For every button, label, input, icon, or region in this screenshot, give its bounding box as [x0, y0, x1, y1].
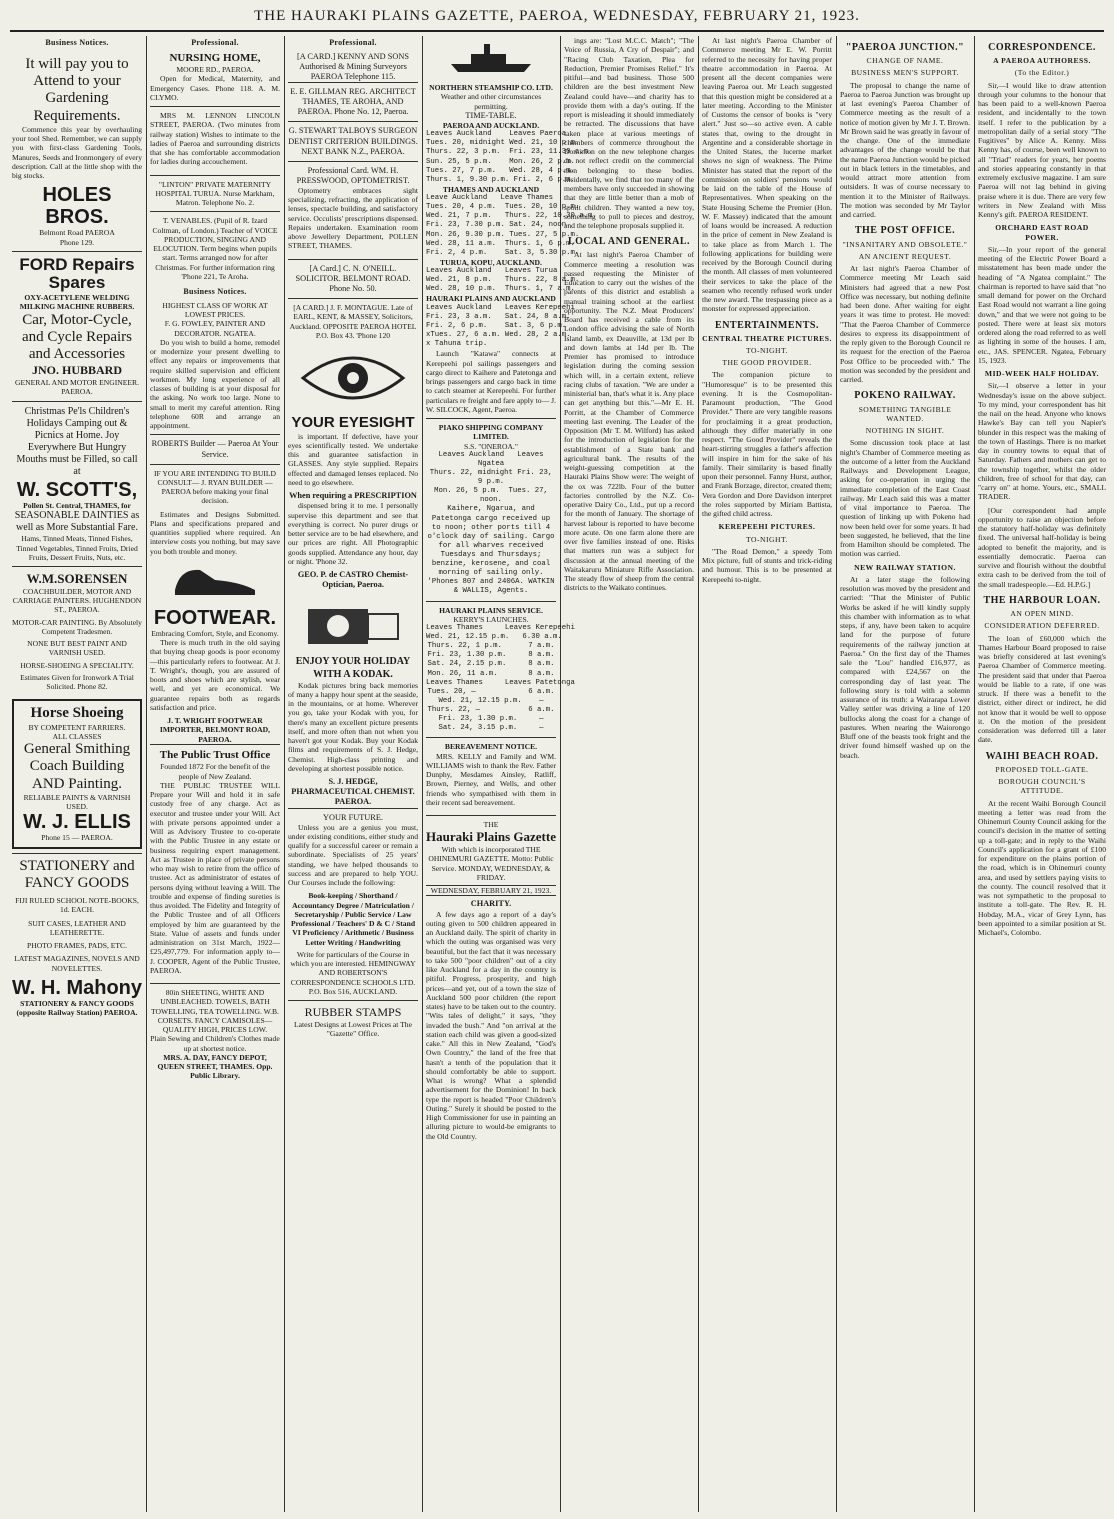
section-title: POKENO RAILWAY. [854, 390, 956, 402]
ad-line: BY COMPETENT FARRIERS. [28, 722, 126, 732]
ad-line: Hams, Tinned Meats, Tinned Fishes, Tinned Vegetables, Tinned Fruits, Dried Fruits, Dessert Fruits, Nuts, etc. [16, 534, 138, 562]
ad-text: THE PUBLIC TRUSTEE WILL Prepare your Will and hold it in safe custody free of any charge. Act as executor and trustee under your Will. Act with private persons appointed under a Will as Advisory Trustee to co-operate with the Public Trustee in any estate or business requiring expert management. Act as Trustee in place of private persons who may wish to retire from the office of trustee. Act as administrator of estates of persons dying without leaving a Will. The trouble and expense of finding sureties is thus avoided. The Fidelity and Integrity of the Public Trustee and of all Officers employed by him are guaranteed by the State. Value of assets and funds under administration on 31st March, 1922—£25,497,779. For information apply to— J. COOPER, Agent of the Public Trustee, PAEROA. [150, 780, 280, 975]
ad-headline: HAURAKI PLAINS SERVICE. [439, 605, 543, 615]
editorial-text: A few days ago a report of a day's outing given to 500 children appeared in an Auckland daily. The spirit of charity in which the outing was organised was very beautiful, but the fact that it was necessary to take 500 "poor children" out of a city like Auckland for a day in the country is pitiful. Progress, prosperity, and high prices—and yet, out of a town the size of Auckland 500 poor children (the report states) have to be taken out to the country. "Wits tales of delight," it says, "they invaded the bush." And "on arrival at the station each child was given a good-sized cake." All this in New Zealand, "God's Own Country," the land of the free that hasn't a tenth of the population that it should comfortably be able to support. What is wrong? What a splendid advertisement for the Dominion! In back type the report is headed "Poor Children's Outing." Surely it should be posted to the High Commissioner for use in painting an alluring picture to would-be emigrants to the Old Country. [426, 909, 556, 1141]
letter-text: Sir,—In your report of the general meeting of the Electric Power Board a misstatement has been made under the heading of "A Ngatea complaint." The chairman is reported to have said that "no small demand for power on the Orchard East Road would not warrant a line going down," and that we were not going to be posted. There were at least six motors ordered along the road referred to as well as lighting in some of the houses. I am, etc., JAS. SPENCER. Ngatea, February 15, 1923. [978, 244, 1106, 365]
masthead-rule [10, 30, 1104, 32]
column-divider [284, 36, 285, 1512]
ad-text: Latest Designs at Lowest Prices at The "Gazette" Office. [294, 1019, 412, 1039]
ad-headline: Horse Shoeing [30, 705, 124, 722]
section-header: Business Notices. [183, 287, 247, 297]
ad-headline: PIAKO SHIPPING COMPANY LIMITED. [438, 423, 544, 442]
section-subtitle: A PAEROA AUTHORESS. [993, 56, 1091, 66]
ad-text: Launch "Katawa" connects at Kerepeehi pol sailings passengers and cargo direct to Kaihere and Patetonga and brings passengers and cargo back in time to catch steamer at Kerepeehi. For further particulars re freight and fare apply to— J. W. SILCOCK, Agent, Paeroa. [426, 349, 556, 414]
ad-line: STATIONERY & FANCY GOODS (opposite Railway Station) PAEROA. [16, 998, 138, 1018]
section-subtitle: AN OPEN MIND. [1010, 609, 1074, 619]
ad-line: LATEST MAGAZINES, NOVELS AND NOVELETTES. [14, 954, 140, 973]
section-subtitle: SOMETHING TANGIBLE WANTED. [858, 404, 952, 423]
ad-line: HIGHEST CLASS OF WORK AT LOWEST PRICES. [162, 300, 268, 320]
ad-headline: RUBBER STAMPS [304, 1005, 402, 1020]
ad-text: T. VENABLES. (Pupil of R. Izard Coltman, of London.) Teacher of VOICE PRODUCTION, SINGING AND ELOCUTION. Term begins when pupils start. Terms arranged now for after Christmas. For further information ring 'Phone 221, Te Aroha. [152, 216, 278, 281]
column-5 [564, 36, 694, 1512]
section-header: Business Notices. [45, 38, 109, 47]
ad-text: is important. If defective, have your eyes scientifically tested. We undertake this and guarantee satisfaction in GLASSES. Any style supplied. Repairs effected and damaged lenses replaced. No need to go elsewhere. [288, 431, 418, 487]
column-3 [288, 36, 418, 1512]
ad-line: S.S. "ONEROA." [464, 441, 518, 451]
ad-brand: HOLES BROS. [42, 184, 112, 229]
ad-brand: ROBERTS Builder — Paeroa At Your Service. [151, 439, 279, 459]
gazette-subtitle: With which is incorporated THE OHINEMURI GAZETTE. Motto: Public Service. MONDAY, WEDNESDAY, & FRIDAY. [428, 845, 554, 882]
ad-list: Book-keeping / Shorthand / Accountancy Degree / Matriculation / Secretaryship / Public Service / Law Professional / Teachers' D & C / Stand VI Proficiency / Arithmetic / Business Letter Writing / Handwriting [290, 891, 416, 947]
ad-line: NONE BUT BEST PAINT AND VARNISH USED. [27, 639, 127, 658]
article-text: At last night's Paeroa Chamber of Commerce meeting Mr E. W. Porritt referred to the necessity for having proper theatre accommodation in Paeroa. At present all the decent companies were leaving Paeroa out. Mr Leach suggested that this question might be considered at a later meeting. According to the Minister of Customs the censor of books is "very alert." Just so—so active even. A cable states that, owing to the drought in Argentine and a considerable shortage in the United States, the lucerne market shows no sign of weakness. The Prime Minister has stated that the report of the commission on soldiers' pensions would be laid on the table of the House of Representatives. When speaking on the State Housing Scheme the Premier (Hon. W. F. Massey) indicated that the amount of loans would be increased. A reduction in the price of cement in New Zealand is to take place as from March 1. The following applications for building were received by the Borough Council during the month. All classes of men volunteered their services to take the place of the seamen who recently refused work under the new award. The trespassing piece as a monster for expressed appreciation. [702, 36, 832, 314]
timetable: Leave Auckland Leave Thames Tues. 20, 4 p.m. Tues. 20, 10 p.m. Wed. 21, 7 p.m. Thurs. 22, 10.30 a.m. Fri. 23, 7.30 p.m. Sat. 24, noon. Mon. 26, 9.30 p.m. Tues. 27, 5 p.m. Wed. 28, 11 a.m. Thurs. 1, 6 p.m. Fri. 2, 4 p.m. Sat. 3, 5.30 p.m. [426, 194, 597, 257]
ad-brand: W. J. ELLIS [23, 811, 131, 834]
ad-line: GENERAL AND MOTOR ENGINEER. PAEROA. [14, 378, 140, 397]
article-text: The companion picture to "Humoresque" is to be presented this evening. It is the Cosmopolitan-Paramount production, "The Good Provider." There are very tangible reasons for proclaiming it a great production, although they differ materially in one respect. "The Good Provider" reveals the heart-stirring struggles a father's affection will inspire in him for the sake of his family. Their similarity is based finally upon their personnel. Fanny Hurst, author, and Frank Borzage, director, created them; Vera Gordon and Dore Davidson interpret the roles supported by Miriam Battista, the gifted child actress. [702, 370, 832, 519]
ad-line: PAEROA AND AUCKLAND. [442, 120, 540, 130]
timetable: Leaves Auckland Leaves Turua Wed. 21, 8 p.m. Thurs. 22, 8 a.m. Wed. 28, 10 p.m. Thurs. 1, 7 a.m. [426, 267, 580, 294]
column-divider [560, 36, 561, 1512]
issue-date: WEDNESDAY, FEBRUARY 21, 1923. [426, 885, 556, 896]
ad-line: MILKING MACHINE RUBBERS. [19, 302, 135, 312]
ad-headline: Car, Motor-Cycle, and Cycle Repairs and Accessories [22, 311, 132, 363]
ad-brand: MRS. A. DAY, FANCY DEPOT, QUEEN STREET, THAMES. Opp. Public Library. [157, 1052, 273, 1081]
ad-headline: YOUR EYESIGHT [291, 414, 415, 432]
ad-address: Belmont Road PAEROA [39, 228, 115, 238]
ad-text: [A CARD.] KENNY AND SONS Authorised & Mining Surveyors PAEROA Telephone 115. [297, 51, 409, 81]
ad-text: G. STEWART TALBOYS SURGEON DENTIST CRITERION BUILDINGS. NEXT BANK N.Z., PAEROA. [288, 126, 418, 156]
article-text: At last night's Paeroa Chamber of Commerce meeting a resolution was passed requesting the Minister of Education to carry out the wishes of the parents of this district and establish a manual training school at the earliest opportunity. The N.Z. Meat Producers' Board has received a cable from its London office advising the sale of North Island lamb, ex Deauville, at 13d per lb and down lambs at 14d per lb. The Premier has promised to introduce legislation during the coming session which will, in a certain extent, relieve racing clubs of taxation. "We are under a ministerial ban, that's what it is. Any place can get anything but this."—Mr E. H. Porritt, at the Chamber of Commerce meeting last evening. The Leader of the Opposition (Mr T. M. Wilford) has asked for the introduction of legislation for the establishment of a State bank and agricultural bank. The results of the weight-guessing competition at the Hauraki Plains Show were: The weight of the ox was 722lb. Four of the butter factories controlled by the N.Z. Co-operative Dairy Co., Ltd., put up a record for the month of January. The shortage of harvest labour is reported to have become more acute. On one farm alone there are over five families instead of one. Risks that matters run was a subject for discussion at the annual meeting of the Waitakaruru Miniature Rifle Association. The steady flow of sheep from the central districts to the Waikato continues. [564, 250, 694, 593]
ad-headline: It will pay you to Attend to your Gardening Requirements. [25, 55, 129, 124]
section-title: THE POST OFFICE. [854, 225, 956, 237]
section-subtitle: (To the Editor.) [1014, 68, 1070, 78]
column-6 [702, 36, 832, 1512]
gazette-nameplate: Hauraki Plains Gazette [426, 829, 556, 845]
column-divider [836, 36, 837, 1512]
section-subtitle: TO-NIGHT. [746, 345, 788, 355]
ad-text: "LINTON" PRIVATE MATERNITY HOSPITAL TURUA. Nurse Markham, Matron. Telephone No. 2. [155, 179, 275, 208]
ad-brand: GEO. P. de CASTRO Chemist-Optician, Paeroa. [297, 570, 409, 590]
section-subtitle: THE GOOD PROVIDER. [722, 358, 812, 368]
ad-brand: S. J. HEDGE, PHARMACEUTICAL CHEMIST. PAEROA. [291, 777, 415, 807]
ad-line: THAMES AND AUCKLAND [442, 184, 540, 194]
section-subtitle: ORCHARD EAST ROAD POWER. [995, 223, 1089, 242]
column-divider [422, 36, 423, 1512]
ad-brand: F. G. FOWLEY, PAINTER AND DECORATOR. NGATEA. [164, 319, 266, 338]
ad-phone: Phone 129. [59, 237, 95, 247]
ad-text: Write for particulars of the Course in which you are interested. HEMINGWAY AND ROBERTSON'S CORRESPONDENCE SCHOOLS LTD. P.O. Box 516, AUCKLAND. [290, 949, 416, 996]
ad-line: HAURAKI PLAINS AND AUCKLAND [426, 294, 556, 304]
letter-text: Sir,—I would like to draw attention through your columns to the honour that has been paid to a well-known Paeroa resident, and incidentally to the town itself. I refer to the publication by a metropolitan daily of a serial story "The Fugitives" by Alice A. Kenny. Miss Kenny has, of course, been well known to all "Triad" readers for years, her poems and stories appearing constantly in that extremely exclusive magazine. I am sure Paeroa will not lag behind in giving praise where it is due. There are very few writers in New Zealand with Miss Kenny's gift. PAEROA RESIDENT. [978, 80, 1106, 220]
ad-brand: J. T. WRIGHT FOOTWEAR IMPORTER, BELMONT ROAD, PAEROA. [159, 716, 271, 744]
timetable: Leaves Auckland Leaves Ngatea Thurs. 22, midnight Fri. 23, 9 p.m. Mon. 26, 5 p.m. Tues. 27, noon. Kaihere, Ngarua, and Patetonga cargo received up to noon; other ports till 4 o'clock day of sailing. Cargo for all wharves received Tuesdays and Thursdays; benzine, kerosene, and coal morning of sailing only. 'Phones 807 and 2406A. WATKIN & WALLIS, Agents. [427, 450, 555, 596]
article-text: ings are: "Lost M.C.C. Match"; "The Voice of Russia, A Cry of Despair"; and "Racing Club Taxation, Plea for Reduction, Premier Promises Relief." It's pitiful—and bad business. Those 500 children are the best investment New Zealand could have—and charity has to provide them with a day's outing. If the report is misleading it should immediately be retracted. The discussions that have taken place at various meetings of chambers of commerce throughout the Dominion on the new telephone charges do not reflect credit on the commercial men belonging to these bodies. Incidentally, we find that too many of the members have only succeeded in showing that they are little better than a mob of spoilt children. They wanted a new toy, something to pull to pieces and destroy, and the telephone proposals supplied it. [564, 36, 694, 230]
ad-brand: W. H. Mahony [12, 976, 142, 999]
ad-text: Estimates and Designs Submitted. Plans and specifications prepared and quantities supplied where required. An interview costs you nothing, but may save you both trouble and money. [150, 509, 280, 556]
ad-brand: JNO. HUBBARD [31, 363, 122, 378]
column-divider [974, 36, 975, 1512]
ad-headline: FOOTWEAR. [153, 606, 277, 629]
ad-headline: Professional Card. WM. H. PRESSWOOD, OPTOMETRIST. [296, 165, 410, 185]
ad-text: MRS M. LENNON LINCOLN STREET, PAEROA. (Two minutes from railway station) Wishes to intimate to the ladies of Paeroa and surrounding districts that she has comfortable accommodation for ladies during accouchement. [150, 111, 280, 167]
horse-shoeing-ad [12, 699, 142, 848]
column-2 [150, 36, 280, 1512]
article-text: The proposal to change the name of Paeroa to Paeroa Junction was brought up at last evening's Paeroa Chamber of Commerce meeting as the result of a notice of motion given by Mr J. T. Brown. Mr Brown said he was greatly in favour of the change. One of the immediate advantages of the change would be that the name Paeroa Junction would be picked out in black letters in the timetables, and would attract more attention from outsiders. It was of course necessary to mention it to the Minister of Railways. The motion was seconded by Mr Taylor and carried. [840, 80, 970, 220]
article-text: At last night's Paeroa Chamber of Commerce meeting Mr Leach said Ministers had agreed that a new Post Office was necessary, but nothing definite had been done. After waiting for eight years it was time to protest. He moved: "That the Paeroa Chamber of Commerce desires to express its disappointment of the reply given to the Borough Council re its request for the erection of the Paeroa Post Office to be proceeded with." The motion was seconded by the president and carried. [840, 264, 970, 385]
ad-text: There is much truth in the old saying that buying cheap goods is poor economy—this particularly refers to footwear. At J. T. Wright's, though, you are assured of boots and shoes which are stylish, wear well, and yet are economical. We guarantee repairs both as regards satisfaction and price. [150, 638, 280, 712]
ad-text: IF YOU ARE INTENDING TO BUILD CONSULT— J. RYAN BUILDER — PAEROA before making your final decision. [154, 468, 276, 506]
ad-text: Optometry embraces sight specializing, refracting, the application of lenses, spectacle building, and satisfactory service. Occulists' prescriptions dispensed. Repairs undertaken. Examination room above Jewellery Department, POLLEN STREET, THAMES. [288, 185, 418, 251]
ad-line: HORSE-SHOEING A SPECIALITY. [20, 660, 134, 670]
ad-text: dispensed bring it to me. I personally supervise this department and see that everything is correct. No purer drugs or better service are to be had elsewhere, and our prices are right. All Photographic goods supplied. Attendance any hour, day or night. 'Phone 32. [288, 501, 418, 566]
section-subtitle: CONSIDERATION DEFERRED. [984, 621, 1100, 631]
article-text: Some discussion took place at last night's Chamber of Commerce meeting as the outcome of a letter from the Auckland Railways and Development League, asking for co-operation in urging the immediate completion of the East Coast railway. Mr Leach said this was a matter of vital importance to Paeroa. The question of linking up with Pokeno had now been held over for some years. It had been suggested, he believed, that the line from Hamilton should be completed. The motion was carried. [840, 438, 970, 559]
ad-headline: Christmas Pe'ls Children's Holidays Camping out & Picnics at Home. Joy Everywhere But Hungry Mouths must be Filled, so call at [16, 405, 138, 478]
ad-line: FIJI RULED SCHOOL NOTE-BOOKS, 1d. EACH. [15, 896, 139, 915]
ad-line: Founded 1872 For the benefit of the people of New Zealand. [160, 762, 270, 781]
ad-line: COACHBUILDER, MOTOR AND CARRIAGE PAINTERS. HUGHENDON ST., PAEROA. [12, 586, 142, 615]
ad-address: MOORE RD., PAEROA. [176, 65, 254, 75]
column-divider [698, 36, 699, 1512]
column-7 [840, 36, 970, 1512]
section-subtitle: AN ANCIENT REQUEST. [858, 251, 952, 261]
section-header: Professional. [191, 38, 239, 47]
article-text: The loan of £60,000 which the Thames Harbour Board proposed to raise was briefly considered at last evening's Paeroa Chamber of Commerce meeting. The president said that under that Paeroa would be liable to a rate, if one was struck. If there was a benefit to the district, either direct or indirect, he did not know that it would be well to oppose it. On the motion of the president consideration was deferred till a later date. [978, 633, 1106, 745]
steamship-icon [426, 40, 556, 79]
section-subtitle: KEREPEEHI PICTURES. [718, 522, 816, 532]
ad-line: General Smithing [23, 741, 131, 758]
section-title: WAIHI BEACH ROAD. [985, 750, 1099, 762]
article-text: At the recent Waihi Borough Council meeting a letter was read from the Ohinemuri County Council asking for the council's decision in the matter of setting up a toll-gate; and in reply to the Waihi Council's application for a grant of £100 for expenditure on the plains portion of the road, which is in Ohinemuri county area, and used by settlers paying visits to the county. The council resolved that it was not sympathetic to the proposal to institute a toll-gate. The Rev. R. H. Hobday, M.A., vicar of Grey Lynn, has been appointed to a similar position at St. Michael's, Colombo. [978, 798, 1106, 938]
ad-headline: NORTHERN STEAMSHIP CO. LTD. [429, 83, 553, 93]
column-1 [12, 36, 142, 1512]
ad-line: ALL CLASSES [52, 731, 102, 741]
ad-phone: Phone 15 — PAEROA. [41, 833, 113, 843]
ad-headline: TIME-TABLE. [465, 110, 517, 120]
section-subtitle: "INSANITARY AND OBSOLETE." [842, 239, 968, 249]
ad-brand: W.M.SORENSEN [26, 571, 128, 586]
ad-line: RELIABLE PAINTS & VARNISH USED. [23, 792, 131, 812]
ad-text: Kodak pictures bring back memories of many a happy hour spent at the seaside, in the mountains, or at home. Wherever you go, take your Kodak with you, for there's many an excellent picture presents itself, and more often than not when you haven't got your Kodak. Buy your Kodak films and requirements of S. J. Hedge, Chemist. High-class printing and developing at shortest possible notice. [288, 680, 418, 773]
ad-line: Coach Building AND Painting. [29, 758, 125, 792]
section-title: ENTERTAINMENTS. [715, 319, 819, 331]
column-4 [426, 36, 597, 1512]
ad-line: Weather and other circumstances permitting. [440, 92, 542, 111]
column-divider [146, 36, 147, 1512]
shoe-icon [150, 560, 280, 603]
masthead: THE HAURAKI PLAINS GAZETTE, PAEROA, WEDNESDAY, FEBRUARY 21, 1923. [254, 8, 860, 24]
timetable: Leaves Auckland Leaves Kerepeehi Fri. 23, 3 a.m. Sat. 24, 8 a.m. Fri. 2, 6 p.m. Sat. 3, 6 p.m. xTues. 27, 6 a.m. Wed. 28, 2 a.m. x Tahuna trip. [426, 303, 575, 349]
section-subtitle: BUSINESS MEN'S SUPPORT. [851, 68, 959, 78]
ad-line: KERRY'S LAUNCHES. [453, 614, 529, 624]
ad-headline: When requiring a PRESCRIPTION [289, 491, 417, 501]
ad-headline: BEREAVEMENT NOTICE. [444, 742, 538, 752]
section-subtitle: PROPOSED TOLL-GATE. [995, 764, 1089, 774]
eye-icon [288, 348, 418, 411]
column-8 [978, 36, 1106, 1512]
section-title: THE HARBOUR LOAN. [983, 594, 1101, 606]
ad-line: Estimates Given for Ironwork A Trial Solicited. Phone 82. [20, 672, 134, 692]
ad-brand: FORD Repairs Spares [19, 254, 135, 293]
ad-brand: W. SCOTT'S, [16, 478, 138, 501]
section-subtitle: CHANGE OF NAME. [866, 56, 944, 66]
ad-line: Pollen St. Central, THAMES, for [23, 500, 131, 510]
ad-line: SUIT CASES, LEATHER AND LEATHERETTE. [28, 918, 126, 937]
ad-line: TURUA, KOPU, AUCKLAND. [440, 257, 542, 267]
section-title: "PAEROA JUNCTION." [845, 42, 965, 53]
letter-text: Sir,—I observe a letter in your Wednesday's issue on the above subject. To my mind, your correspondent has hit the nail on the head. Anyone who knows Hawke's Bay can tell you Napier's blunder in this respect was the making of the town of Hastings. There is no market day in country towns to equal that of Saturday. Fathers and mothers can get to the township together, whilst the older children, free of school for that day, can "carry on" at home. Yours, etc., SMALL TRADER. [978, 381, 1106, 502]
ad-text: Commence this year by overhauling your tool Shed. Remember, we can supply you with first-class Gardening Tools, Manures, Seeds and Ironmongery of every description. Call at the little shop with the big stocks. [12, 124, 142, 180]
timetable: Leaves Thames Leaves Kerepeehi Wed. 21, 12.15 p.m. 6.30 a.m. Thurs. 22, 1 p.m. 7 a.m. Fri. 23, 1.30 p.m. 8 a.m. Sat. 24, 2.15 p.m. 8 a.m. Mon. 26, 11 a.m. 8 a.m. Leaves Thames Leaves Patetonga Tues. 20, — 6 a.m. Wed. 21, 12.15 p.m. — Thurs. 22, — 6 a.m. Fri. 23, 1.30 p.m. — Sat. 24, 3.15 p.m. — [426, 624, 575, 733]
ad-text: Plain Sewing and Children's Clothes made up at shortest notice. [150, 1034, 280, 1053]
ad-text: MRS. KELLY and Family and WM. WILLIAMS wish to thank the Rev. Father Dunphy, Mesdames Ainsley, Ratliff, Brown, Pierney, and Wells, and other friends who sympathised with them in their recent sad bereavement. [426, 751, 556, 807]
ad-line: MOTOR-CAR PAINTING. By Absolutely Competent Tradesmen. [12, 617, 142, 636]
article-text: "The Road Demon," a speedy Tom Mix picture, full of stunts and trick-riding and humour. This is to be presented at Kerepeehi to-night. [702, 546, 832, 584]
timetable: Leaves Auckland Leaves Paeroa Tues. 20, midnight Wed. 21, 10 p.m. Thurs. 22, 3 p.m. Fri. 23, 11.30 a.m. Sun. 25, 5 p.m. Mon. 26, 2 p.m. Tues. 27, 7 p.m. Wed. 28, 4 p.m. Thurs. 1, 9.30 p.m. Fri. 2, 6 p.m. [426, 130, 593, 184]
ad-line: SEASONABLE DAINTIES as well as More Substantial Fare. [14, 509, 140, 534]
section-subtitle: MID-WEEK HALF HOLIDAY. [984, 369, 1100, 379]
ad-brand: NURSING HOME, [169, 51, 261, 64]
ad-headline: ENJOY YOUR HOLIDAY WITH A KODAK. [295, 656, 411, 680]
ad-text: [A CARD.] J. F. MONTAGUE. Late of EARL, KENT, & MASSEY, Solicitors, Auckland. OPPOSITE PAEROA HOTEL P.O. Box 43. 'Phone 120 [289, 303, 417, 340]
ad-text: Do you wish to build a home, remodel or modernize your present dwelling to effect any repairs or improvements that require skilled supervision and efficient workmen. My long experience of all classes of building is at your disposal for the asking. No work too large. None to small to merit my careful attention. Ring telephone 60R and arrange an appointment. [150, 337, 280, 431]
section-title: LOCAL AND GENERAL. [567, 236, 691, 248]
ad-text: 80in SHEETING, WHITE AND UNBLEACHED. TOWELS, BATH TOWELLING, TEA TOWELLING. W.B. CORSETS. FANCY CAMISOLES—QUALITY HIGH, PRICES LOW. [151, 988, 279, 1035]
gazette-the: THE [483, 820, 499, 830]
ad-headline: The Public Trust Office [159, 748, 271, 761]
section-subtitle: BOROUGH COUNCIL'S ATTITUDE. [998, 777, 1086, 796]
editor-note: [Our correspondent had ample opportunity to raise an objection before the statutory half-holiday was definitely fixed. The universal half-holiday is being adopted to benefit the majority, and is essentially democratic. Paeroa can survive and flourish without the doubtful extra cash to be derived from the toil of the small tradespeople.—Ed. H.P.G.] [978, 505, 1106, 589]
ad-line: Embracing Comfort, Style, and Economy. [151, 628, 279, 638]
ad-headline: STATIONERY and FANCY GOODS [19, 857, 135, 891]
ad-text: [A Card.] C. N. O'NEILL. SOLICITOR. BELMONT ROAD. Phone No. 50. [295, 263, 411, 293]
ad-text: Unless you are a genius you must, under existing conditions, either study and qualify for a successful career or remain a subordinate. Specialists of 25 years' standing, we have helped thousands to success and are prepared to help YOU. Our Courses include the following: [288, 822, 418, 888]
kodak-camera-icon [288, 594, 418, 652]
ad-line: PHOTO FRAMES, PADS, ETC. [26, 941, 127, 951]
section-subtitle: CENTRAL THEATRE PICTURES. [702, 333, 832, 343]
ad-text: E. E. GILLMAN REG. ARCHITECT THAMES, TE AROHA, AND PAEROA. Phone No. 12, Paeroa. [290, 87, 416, 117]
section-title: CORRESPONDENCE. [988, 42, 1096, 53]
ad-headline: YOUR FUTURE. [323, 812, 383, 822]
section-subtitle: NOTHING IN SIGHT. [865, 426, 945, 436]
ad-line: OXY-ACETYLENE WELDING [24, 293, 130, 303]
article-text: At a later stage the following resolution was moved by the president and carried: "That the Minister of Public Works be asked if he will kindly supply this chamber with information as to what steps, if any, have been taken to acquire land for the purpose of future requirements of the railway junction at Paeroa." On the first day of the Thames sale the "Lou" handled £16,977, as compared with £24,567 on the corresponding day of last year. The following story is told with a solemn assurance of its truth: a Wairarapa Lower Valley settler was driving a line of 120 bullocks along the coast for a change of pastures. When nearing the Waiorongo Bluff one of the beasts took fright and the driver found himself washed up on the beach. [840, 574, 970, 760]
ad-text: Open for Medical, Maternity, and Emergency Cases. Phone 118. A. M. CLYMO. [150, 74, 280, 102]
section-subtitle: TO-NIGHT. [746, 534, 788, 544]
section-header: Professional. [329, 38, 377, 47]
editorial-title: CHARITY. [470, 899, 512, 909]
section-subtitle: NEW RAILWAY STATION. [854, 562, 956, 572]
